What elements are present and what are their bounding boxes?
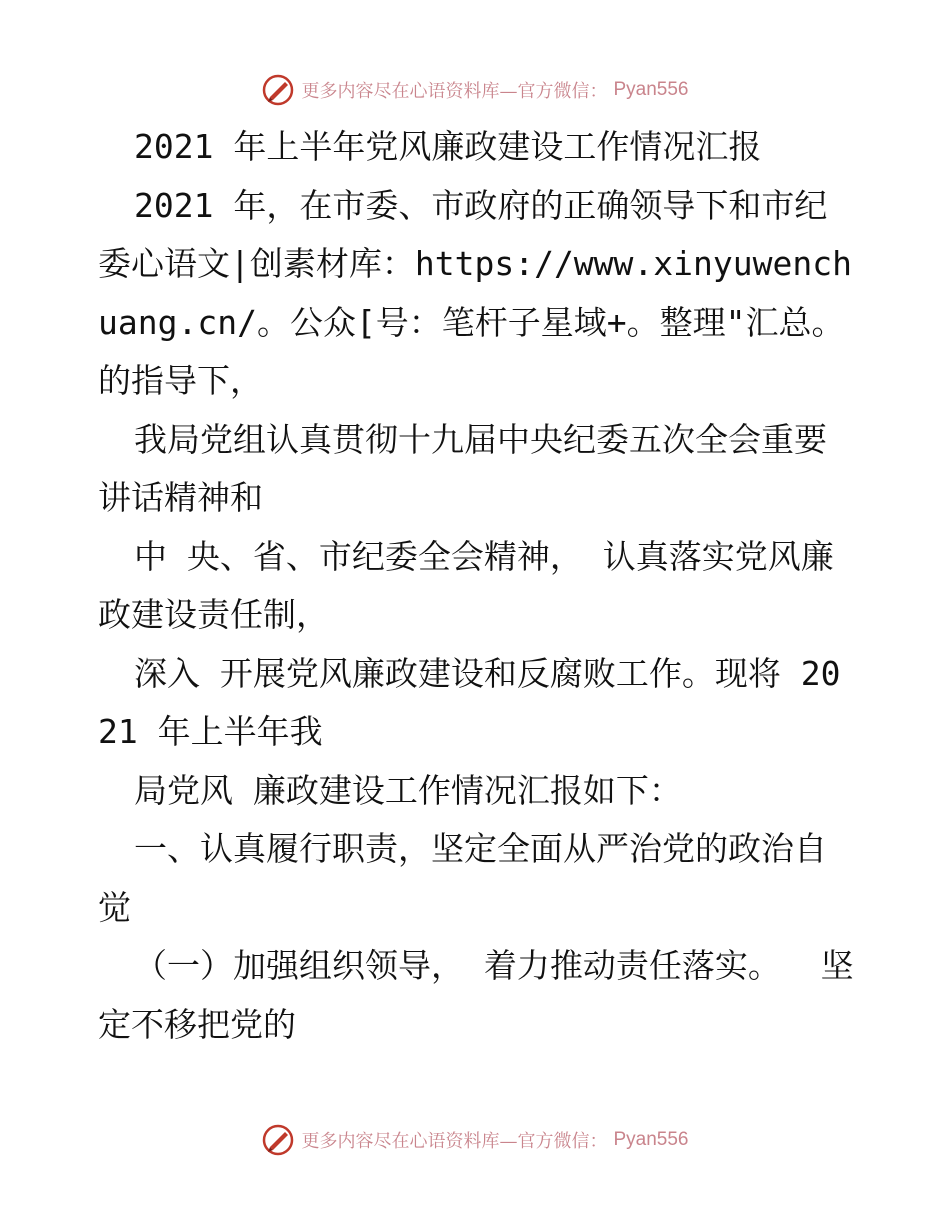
watermark-handle: Pyan556 — [613, 79, 689, 100]
watermark-label: 更多内容尽在心语资料库—官方微信： — [301, 1131, 608, 1152]
paragraph: 局党风 廉政建设工作情况汇报如下： — [134, 770, 682, 810]
watermark-banner-bottom — [0, 1120, 950, 1160]
pen-logo-icon — [261, 73, 295, 107]
paragraph: 深入 开展党风廉政建设和反腐败工作。现将 2021 年上半年我 — [98, 653, 841, 751]
document-body — [98, 118, 858, 1054]
pen-logo-icon — [261, 1123, 295, 1157]
paragraph: 我局党组认真贯彻十九届中央纪委五次全会重要讲话精神和 — [98, 419, 827, 517]
section-heading: 一、认真履行职责，坚定全面从严治党的政治自觉 — [98, 829, 827, 927]
watermark-banner-top — [0, 70, 950, 110]
watermark-handle: Pyan556 — [613, 1129, 689, 1150]
watermark-label: 更多内容尽在心语资料库—官方微信： — [301, 81, 608, 102]
paragraph: 中 央、省、市纪委全会精神， 认真落实党风廉政建设责任制， — [98, 536, 834, 634]
paragraph: （一）加强组织领导， 着力推动责任落实。 坚定不移把党的 — [98, 946, 854, 1044]
document-title: 2021 年上半年党风廉政建设工作情况汇报 — [134, 127, 762, 166]
paragraph: 2021 年，在市委、市政府的正确领导下和市纪委心语文|创素材库：https://www.xinyuwenchuang.cn/。公众[号：笔杆子星域+。整理"汇总。的指导下， — [98, 185, 852, 400]
